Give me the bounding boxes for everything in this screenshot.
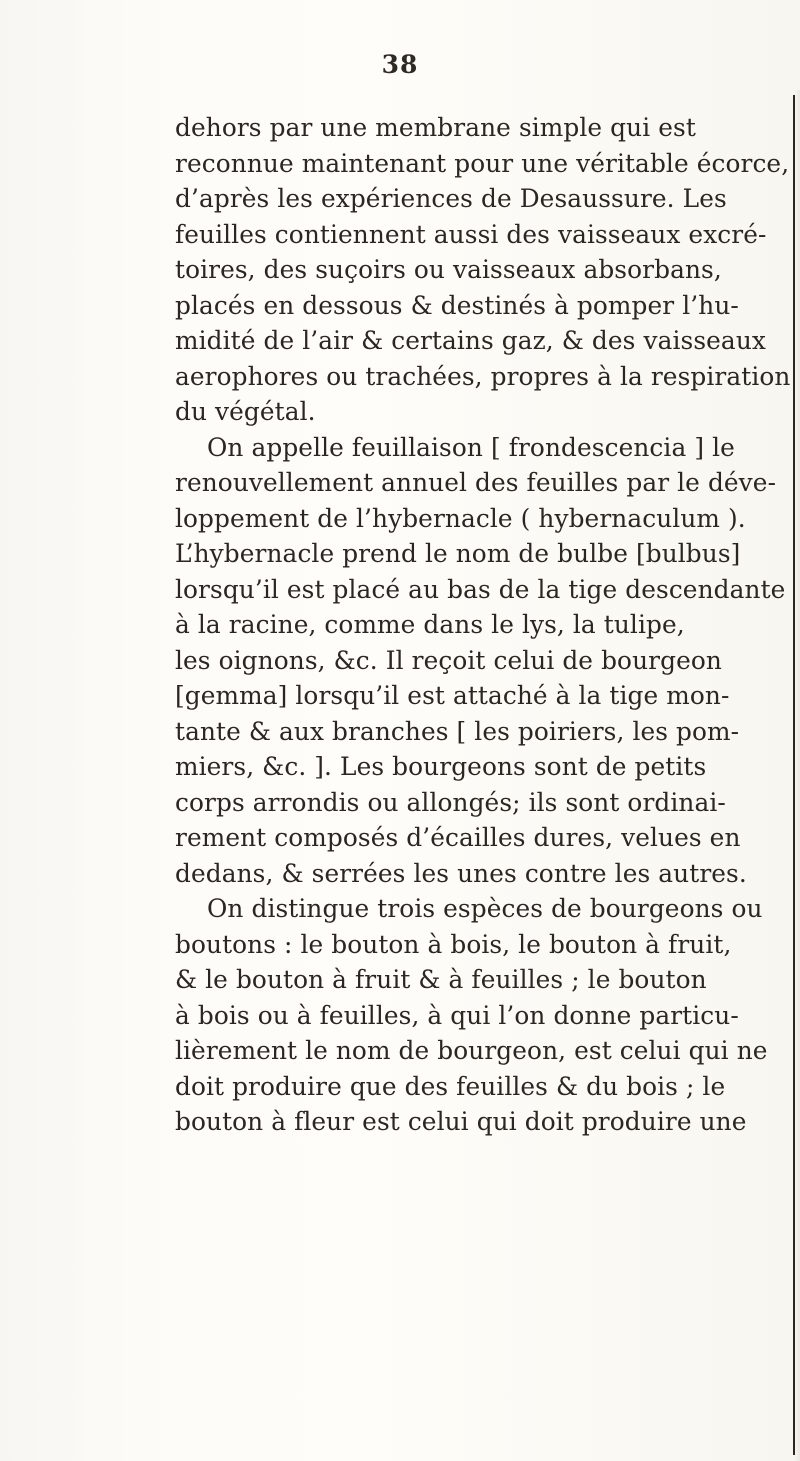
text-line: renouvellement annuel des feuilles par le déve-	[175, 468, 777, 497]
text-line: L’hybernacle prend le nom de bulbe [bulbus]	[175, 539, 741, 568]
text-line: lièrement le nom de bourgeon, est celui qui ne	[175, 1036, 768, 1065]
paragraph-start-line: On appelle feuillaison [ frondescencia ] le	[207, 432, 735, 462]
text-line: feuilles contiennent aussi des vaisseaux excré-	[175, 219, 767, 249]
text-line: corps arrondis ou allongés; ils sont ordinai-	[175, 787, 726, 817]
text-line: lorsqu’il est placé au bas de la tige descendante	[175, 574, 786, 604]
text-line: placés en dessous & destinés à pomper l’hu-	[175, 290, 739, 320]
text-line: loppement de l’hybernacle ( hybernaculum ).	[175, 503, 746, 533]
text-line: miers, &c. ]. Les bourgeons sont de petits	[175, 752, 707, 781]
text-line: midité de l’air & certains gaz, & des vaisseaux	[175, 326, 766, 355]
text-line: du végétal.	[175, 397, 316, 426]
body-text	[175, 110, 791, 1140]
paragraph-start-line: On distingue trois espèces de bourgeons ou	[207, 894, 763, 923]
text-line: reconnue maintenant pour une véritable écorce,	[175, 148, 790, 178]
text-line: doit produire que des feuilles & du bois ; le	[175, 1071, 726, 1101]
text-line: d’après les expériences de Desaussure. Les	[175, 184, 727, 213]
page-edge-line	[793, 95, 795, 1455]
text-line: dehors par une membrane simple qui est	[175, 113, 696, 142]
text-line: dedans, & serrées les unes contre les autres.	[175, 858, 747, 888]
text-line: & le bouton à fruit & à feuilles ; le bouton	[175, 965, 707, 994]
text-line: bouton à fleur est celui qui doit produire une	[175, 1107, 747, 1136]
paper-texture	[0, 0, 140, 1461]
text-line: tante & aux branches [ les poiriers, les pom-	[175, 716, 740, 746]
text-line: [gemma] lorsqu’il est attaché à la tige mon-	[175, 681, 730, 710]
text-line: boutons : le bouton à bois, le bouton à fruit,	[175, 929, 732, 959]
text-line: rement composés d’écailles dures, velues en	[175, 823, 741, 852]
text-line: à la racine, comme dans le lys, la tulipe,	[175, 610, 685, 639]
text-line: toires, des suçoirs ou vaisseaux absorbans,	[175, 255, 722, 284]
text-line: à bois ou à feuilles, à qui l’on donne particu-	[175, 1000, 739, 1030]
text-line: les oignons, &c. Il reçoit celui de bourgeon	[175, 645, 722, 675]
text-line: aerophores ou trachées, propres à la respiration	[175, 361, 791, 391]
page-number: 38	[381, 50, 419, 79]
